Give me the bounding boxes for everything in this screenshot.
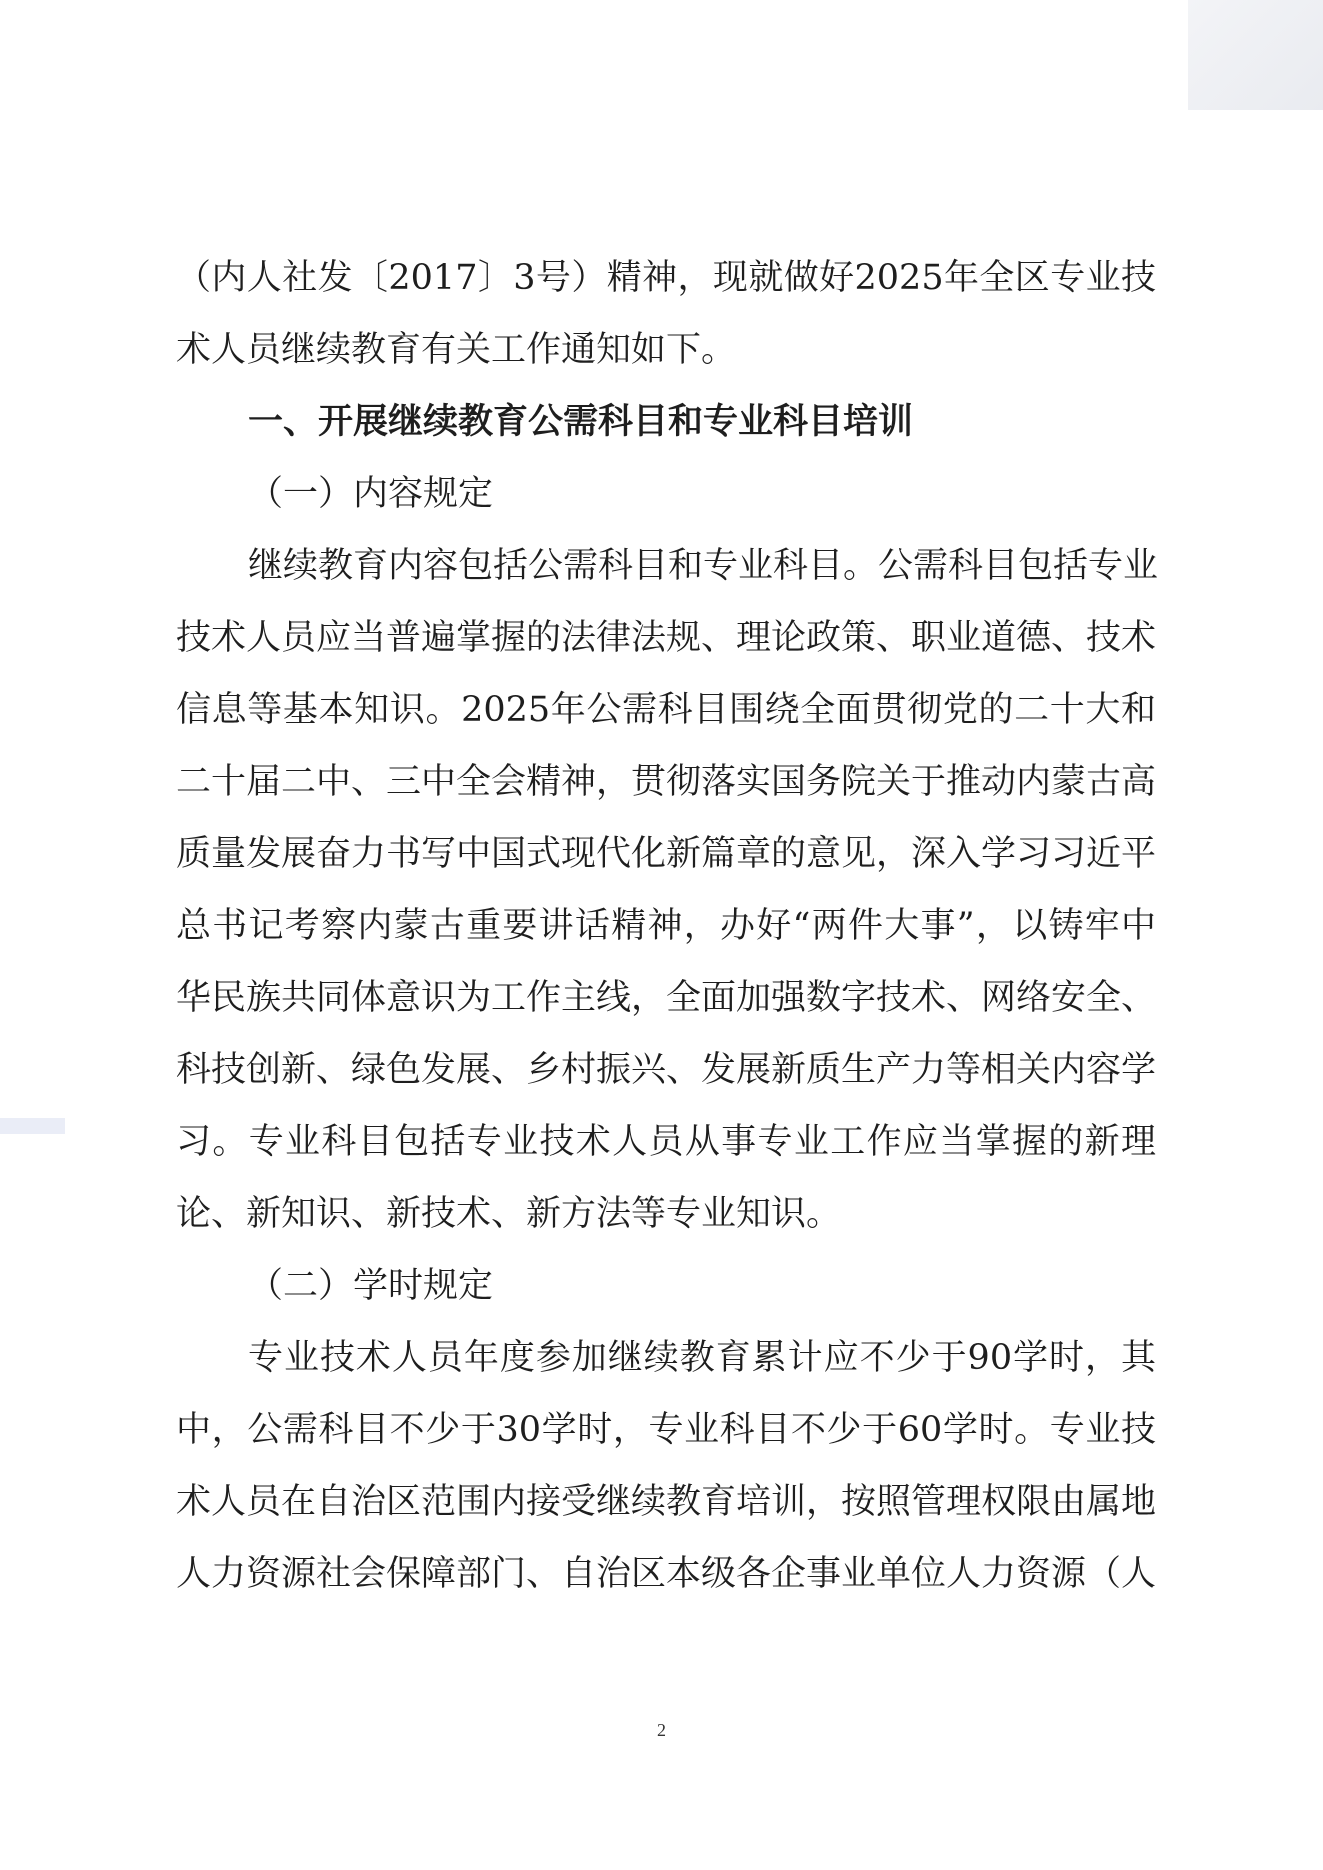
text-line: 质量发展奋力书写中国式现代化新篇章的意见，深入学习习近平 xyxy=(176,834,1157,874)
text-line: 总书记考察内蒙古重要讲话精神，办好“两件大事”，以铸牢中 xyxy=(176,906,1156,946)
text-line: （内人社发〔2017〕3号）精神，现就做好2025年全区专业技 xyxy=(176,258,1156,298)
text-line: 术人员继续教育有关工作通知如下。 xyxy=(176,330,737,370)
section-heading: 一、开展继续教育公需科目和专业科目培训 xyxy=(248,402,914,442)
scan-mark xyxy=(0,1118,65,1134)
text-line: 人力资源社会保障部门、自治区本级各企事业单位人力资源（人 xyxy=(176,1554,1157,1594)
text-line: 习。专业科目包括专业技术人员从事专业工作应当掌握的新理 xyxy=(176,1122,1156,1162)
text-line: 中，公需科目不少于30学时，专业科目不少于60学时。专业技 xyxy=(176,1410,1156,1450)
text-line: 继续教育内容包括公需科目和专业科目。公需科目包括专业 xyxy=(248,546,1159,586)
subsection-heading: （二）学时规定 xyxy=(248,1266,494,1306)
text-line: 技术人员应当普遍掌握的法律法规、理论政策、职业道德、技术 xyxy=(176,618,1157,658)
page-number: 2 xyxy=(657,1720,666,1740)
document-body xyxy=(176,242,1159,1610)
text-line: 术人员在自治区范围内接受继续教育培训，按照管理权限由属地 xyxy=(176,1482,1157,1522)
text-line: 论、新知识、新技术、新方法等专业知识。 xyxy=(176,1194,842,1234)
text-line: 二十届二中、三中全会精神，贯彻落实国务院关于推动内蒙古高 xyxy=(176,762,1157,802)
text-line: 专业技术人员年度参加继续教育累计应不少于90学时，其 xyxy=(248,1338,1156,1378)
text-line: 科技创新、绿色发展、乡村振兴、发展新质生产力等相关内容学 xyxy=(176,1050,1157,1090)
scan-artifact xyxy=(1188,0,1323,110)
text-line: 华民族共同体意识为工作主线，全面加强数字技术、网络安全、 xyxy=(176,978,1157,1018)
text-line: 信息等基本知识。2025年公需科目围绕全面贯彻党的二十大和 xyxy=(176,690,1156,730)
subsection-heading: （一）内容规定 xyxy=(248,474,494,514)
